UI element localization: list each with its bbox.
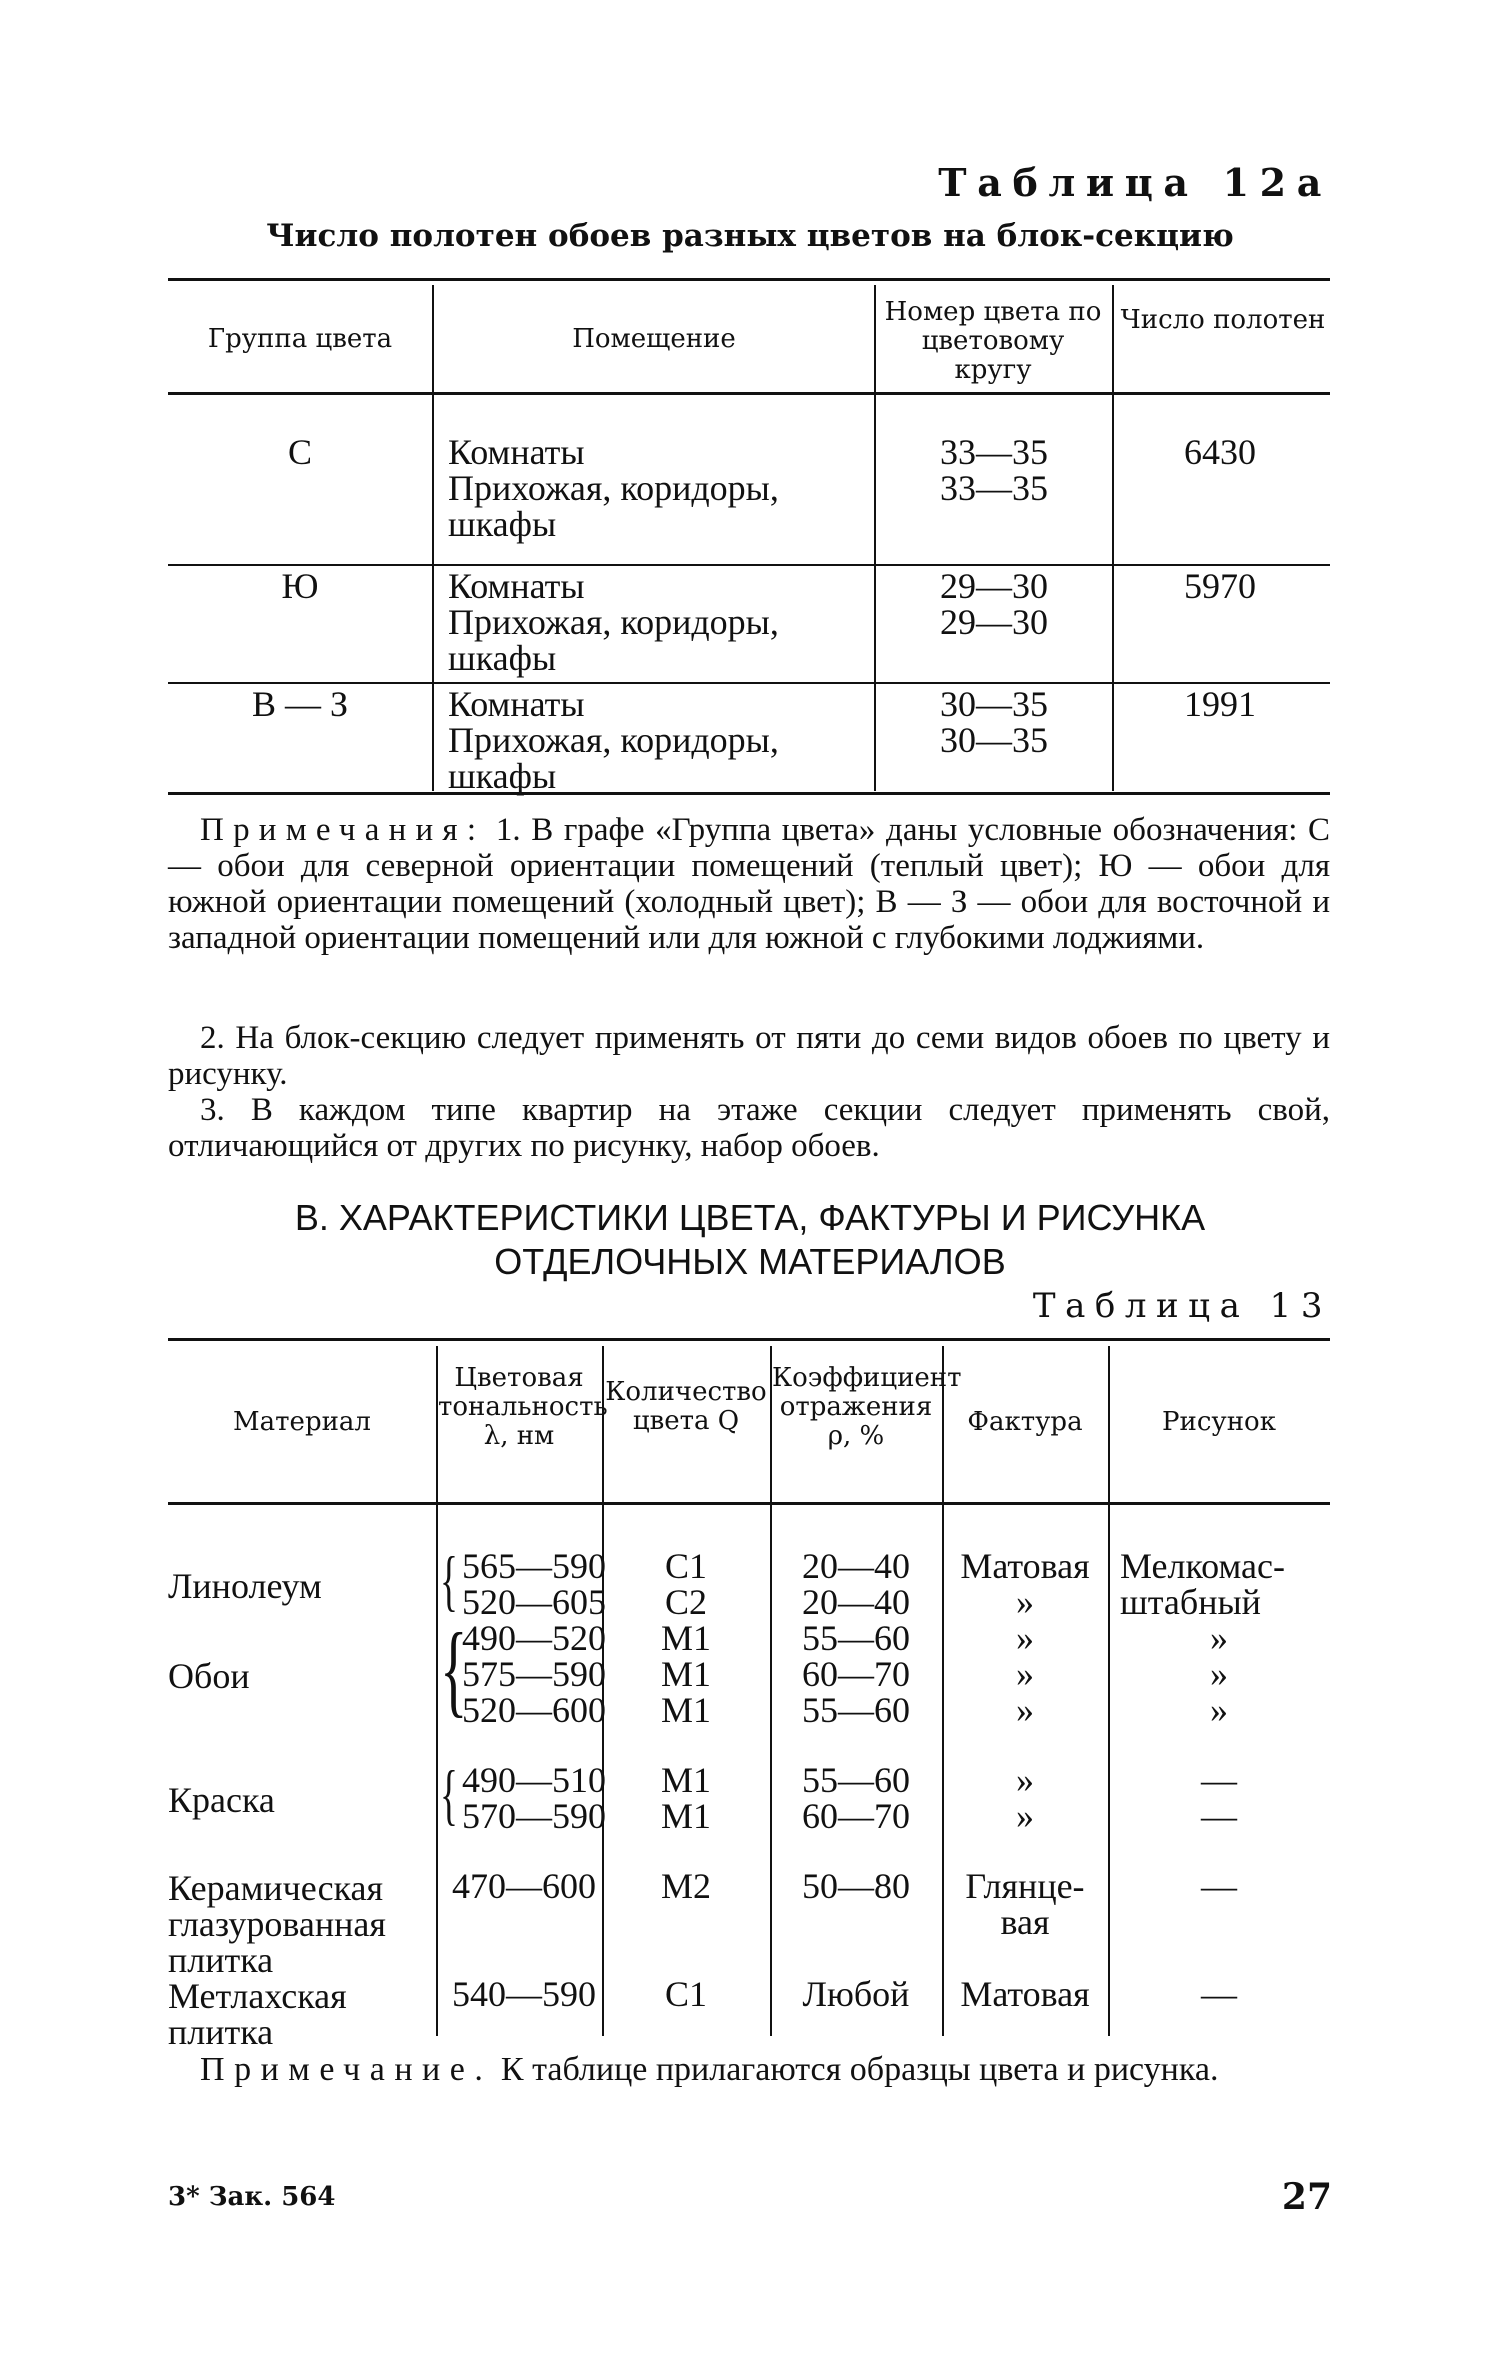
table-12a-label: Таблица 12а [938,160,1332,205]
cell-quantity: М1 [660,1654,711,1694]
table-13-label: Таблица 13 [1032,1286,1332,1326]
cell-coefficient: 50—80 [802,1866,910,1906]
table-13-top-rule [168,1338,1330,1341]
cell-pattern: » [1210,1618,1228,1658]
header-material: Материал [233,1407,371,1437]
cell-texture: Матовая [960,1546,1090,1586]
cell-coefficient: 60—70 [802,1796,910,1836]
brace-symbol: { [440,1756,458,1832]
row-room: шкафы [448,638,557,678]
table-12a-note-1 [168,812,1330,956]
cell-pattern: — [1201,1796,1237,1836]
cell-pattern: — [1201,1760,1237,1800]
table-12a-col-divider [432,285,434,791]
cell-quantity: С1 [664,1546,707,1586]
cell-coefficient: 20—40 [802,1546,910,1586]
header-quantity: Количество цвета Q [605,1377,767,1437]
note-text: К таблице прилагаются образцы цвета и рисунка. [500,2051,1219,2088]
material-name: Краска [168,1780,275,1820]
table-12a-header-rule [168,392,1330,395]
row-color-number: 33—35 [940,432,1048,472]
material-name: Обои [168,1656,250,1696]
cell-tone: 490—520 [462,1618,606,1658]
page-number: 27 [1281,2176,1332,2218]
row-room: шкафы [448,504,557,544]
brace-symbol: { [440,1612,468,1727]
material-name: плитка [168,1940,274,1980]
cell-quantity: М1 [660,1690,711,1730]
header-room: Помещение [572,324,736,354]
note-heading: Примечание. [200,2051,493,2088]
cell-pattern: Мелкомас- [1120,1546,1285,1586]
cell-texture: » [1016,1796,1034,1836]
header-count: Число полотен [1120,305,1326,335]
row-count: 6430 [1184,432,1256,472]
row-color-number: 33—35 [940,468,1048,508]
section-heading-line-1: В. ХАРАКТЕРИСТИКИ ЦВЕТА, ФАКТУРЫ И РИСУНКА [294,1197,1206,1238]
header-texture: Фактура [967,1407,1083,1437]
note-1-text: 1. В графе «Группа цвета» даны условные обозначения: С — обои для северной ориентации помещений (теплый цвет); Ю — обои для южной ориентации помещений (холодный цвет); В — З — обои для восточной и западной ориентации помещений или для южной с глубокими лоджиями. [168,812,1331,956]
material-name: Линолеум [168,1566,322,1606]
cell-pattern: » [1210,1654,1228,1694]
cell-quantity: С1 [664,1974,707,2014]
cell-quantity: С2 [664,1582,707,1622]
brace-symbol: { [440,1542,458,1618]
cell-quantity: М1 [660,1796,711,1836]
cell-pattern: — [1201,1974,1237,2014]
cell-coefficient: 55—60 [802,1618,910,1658]
row-count: 5970 [1184,566,1256,606]
cell-pattern: » [1210,1690,1228,1730]
cell-tone: 520—605 [462,1582,606,1622]
cell-coefficient: Любой [802,1974,910,2014]
row-color-number: 29—30 [940,602,1048,642]
cell-coefficient: 55—60 [802,1760,910,1800]
material-name: Метлахская [168,1976,347,2016]
cell-quantity: М2 [660,1866,711,1906]
table-12a-top-rule [168,278,1330,281]
table-12a-note-3: 3. В каждом типе квартир на этаже секции следует применять свой, отличающийся от других по рисунку, набор обоев. [168,1092,1330,1164]
table-13-header-rule [168,1502,1330,1505]
cell-coefficient: 60—70 [802,1654,910,1694]
cell-pattern: штабный [1120,1582,1261,1622]
row-room: Комнаты [448,684,585,724]
section-heading-line-2: ОТДЕЛОЧНЫХ МАТЕРИАЛОВ [494,1241,1006,1282]
cell-texture: » [1016,1618,1034,1658]
cell-texture: » [1016,1760,1034,1800]
cell-texture: Глянце- [965,1866,1085,1906]
row-room: Прихожая, коридоры, [448,468,779,508]
header-pattern: Рисунок [1162,1407,1276,1437]
footer-order-number: 3* Зак. 564 [168,2182,336,2212]
row-color-number: 30—35 [940,720,1048,760]
notes-heading: Примечания: [200,812,486,848]
cell-texture: вая [1000,1902,1050,1942]
material-name: глазурованная [168,1904,386,1944]
cell-tone: 570—590 [462,1796,606,1836]
table-12a-note-2: 2. На блок-секцию следует применять от пяти до семи видов обоев по цвету и рисунку. [168,1020,1330,1092]
row-color-number: 30—35 [940,684,1048,724]
row-group: Ю [281,566,319,606]
cell-tone: 470—600 [452,1866,596,1906]
cell-tone: 565—590 [462,1546,606,1586]
row-room: Комнаты [448,432,585,472]
header-coefficient: Коэффициент отражения ρ, % [772,1363,962,1452]
cell-pattern: — [1201,1866,1237,1906]
row-group: В — З [251,684,349,724]
row-color-number: 29—30 [940,566,1048,606]
header-tone: Цветовая тональность λ, нм [438,1363,608,1452]
row-group: С [287,432,312,472]
cell-quantity: М1 [660,1760,711,1800]
material-name: Керамическая [168,1868,384,1908]
cell-texture: » [1016,1582,1034,1622]
cell-tone: 490—510 [462,1760,606,1800]
row-count: 1991 [1184,684,1256,724]
table-13-note [168,2052,1330,2088]
table-12a-row-rule [168,564,1330,566]
cell-texture: » [1016,1654,1034,1694]
cell-tone: 540—590 [452,1974,596,2014]
cell-texture: » [1016,1690,1034,1730]
cell-texture: Матовая [960,1974,1090,2014]
table-12a-bottom-rule [168,792,1330,795]
cell-coefficient: 20—40 [802,1582,910,1622]
row-room: шкафы [448,756,557,796]
header-group: Группа цвета [207,324,393,354]
material-name: плитка [168,2012,274,2052]
row-room: Прихожая, коридоры, [448,720,779,760]
cell-tone: 575—590 [462,1654,606,1694]
row-room: Комнаты [448,566,585,606]
cell-tone: 520—600 [462,1690,606,1730]
cell-coefficient: 55—60 [802,1690,910,1730]
header-color-number: Номер цвета по цветовому кругу [884,297,1102,386]
cell-quantity: М1 [660,1618,711,1658]
row-room: Прихожая, коридоры, [448,602,779,642]
table-12a-title: Число полотен обоев разных цветов на блок-секцию [266,218,1234,254]
